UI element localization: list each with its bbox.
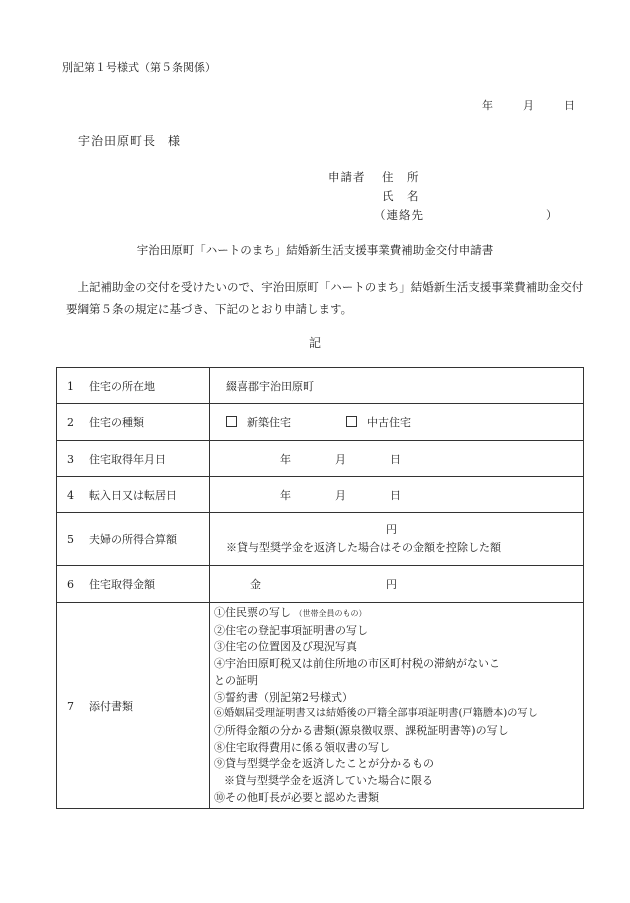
type-value: [210, 404, 584, 441]
applicant-address-label: 住 所: [382, 170, 420, 184]
table-row-moved: [57, 477, 584, 513]
moved-date-field[interactable]: 年 月 日: [210, 477, 584, 513]
application-table: [56, 367, 584, 809]
list-item: ②住宅の登記事項証明書の写し: [214, 623, 368, 637]
addressee-honorific: 様: [168, 134, 182, 148]
applicant-name-label: 氏 名: [382, 189, 420, 203]
list-item: ⑩その他町長が必要と認めた書類: [214, 790, 379, 804]
list-item: ⑨貸与型奨学金を返済したことが分かるもの: [214, 757, 434, 771]
row-label-acquired: 3 住宅取得年月日: [57, 441, 210, 477]
list-item: ③住宅の位置図及び現況写真: [214, 640, 357, 654]
applicant-role-label: 申請者: [328, 170, 366, 184]
price-field[interactable]: 金 円: [210, 566, 584, 603]
row-label-attachments: 7 添付書類: [57, 603, 210, 809]
row-label-moved: 4 転入日又は転居日: [57, 477, 210, 513]
option-new-house[interactable]: 新築住宅: [226, 414, 346, 430]
addressee: [78, 132, 181, 149]
list-item: ④宇治田原町税又は前住所地の市区町村税の滞納がないこ: [214, 657, 500, 671]
acquired-date-field[interactable]: 年 月 日: [210, 441, 584, 477]
income-field[interactable]: [210, 513, 584, 566]
date-year: 年: [482, 99, 493, 112]
applicant-contact-label: （連絡先: [374, 208, 424, 222]
checkbox-used-house[interactable]: [346, 416, 357, 427]
location-value[interactable]: 綴喜郡宇治田原町: [210, 368, 584, 404]
list-item: ①住民票の写し （世帯全員のもの）: [214, 606, 367, 619]
ki-heading: 記: [308, 336, 321, 350]
table-row-location: [57, 368, 584, 404]
table-row-type: [57, 404, 584, 441]
table-row-price: [57, 566, 584, 603]
list-item: との証明: [214, 673, 258, 687]
body-paragraph: [66, 276, 586, 320]
addressee-name: 宇治田原町長: [78, 134, 157, 148]
income-note: ※貸与型奨学金を返済した場合はその金額を控除した額: [226, 541, 501, 554]
row-label-type: 2 住宅の種類: [57, 404, 210, 441]
list-item: ⑥婚姻届受理証明書又は結婚後の戸籍全部事項証明書(戸籍謄本)の写し: [214, 708, 538, 720]
income-unit: 円: [386, 523, 397, 536]
applicant-contact-close: ）: [546, 208, 559, 222]
list-item: ※貸与型奨学金を返済していた場合に限る: [224, 774, 433, 788]
checkbox-new-house[interactable]: [226, 416, 237, 427]
table-row-attachments: [57, 603, 584, 809]
list-item: ⑦所得金額の分かる書類(源泉徴収票、課税証明書等)の写し: [214, 723, 509, 737]
row-label-income: 5 夫婦の所得合算額: [57, 513, 210, 566]
attachments-list: [210, 603, 583, 808]
row-label-location: 1 住宅の所在地: [57, 368, 210, 404]
table-row-acquired: [57, 441, 584, 477]
option-used-house[interactable]: 中古住宅: [346, 414, 411, 430]
body-text: 上記補助金の交付を受けたいので、宇治田原町「ハートのまち」結婚新生活支援事業費補助金交付要綱第５条の規定に基づき、下記のとおり申請します。: [66, 280, 584, 316]
date-month: 月: [523, 99, 534, 112]
table-row-income: [57, 513, 584, 566]
row-label-price: 6 住宅取得金額: [57, 566, 210, 603]
attachments-cell: [210, 603, 584, 809]
list-item: ⑧住宅取得費用に係る領収書の写し: [214, 740, 390, 754]
date-day: 日: [564, 99, 575, 112]
form-number: 別記第１号様式（第５条関係）: [62, 61, 216, 74]
list-item: ⑤誓約書（別記第2号様式）: [214, 690, 353, 704]
document-title: 宇治田原町「ハートのまち」結婚新生活支援事業費補助金交付申請書: [136, 243, 494, 257]
